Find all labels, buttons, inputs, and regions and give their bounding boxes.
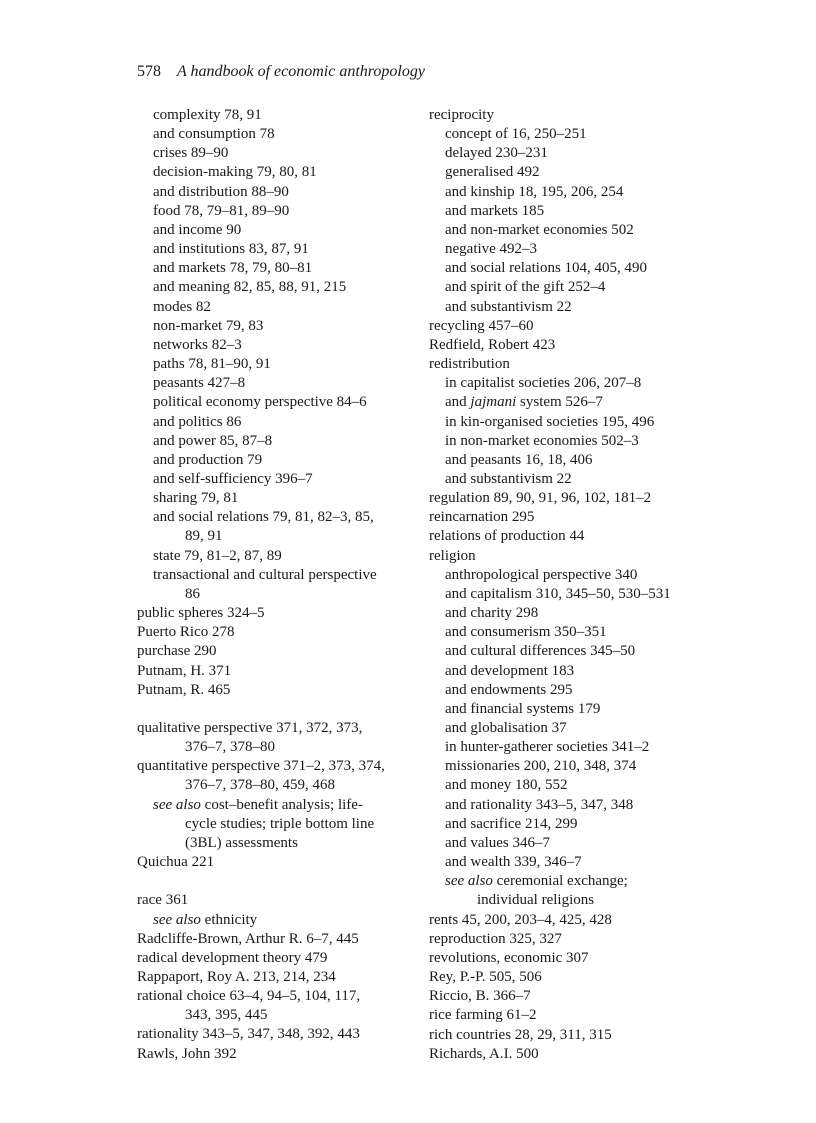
index-text: generalised 492: [445, 164, 540, 181]
index-text: and financial systems 179: [445, 700, 601, 717]
index-subentry: [137, 374, 422, 393]
index-subentry: [429, 776, 729, 795]
index-subentry: [137, 298, 422, 317]
index-subentry: [429, 183, 729, 202]
running-header: [137, 60, 425, 84]
index-text: and: [445, 394, 471, 411]
index-subentry: [429, 374, 729, 393]
index-subentry: [429, 853, 729, 872]
index-subentry: [429, 259, 729, 278]
index-text: regulation 89, 90, 91, 96, 102, 181–2: [429, 490, 652, 507]
index-subentry: [137, 355, 422, 374]
index-text: and charity 298: [445, 605, 539, 622]
index-text: sharing 79, 81: [153, 490, 239, 507]
index-text: rice farming 61–2: [429, 1007, 537, 1024]
index-entry-continuation: [137, 738, 422, 757]
index-text: reciprocity: [429, 107, 494, 123]
index-gap: [137, 872, 422, 891]
index-text: individual religions: [477, 892, 595, 909]
index-subentry: [137, 451, 422, 470]
index-column-left: [137, 106, 422, 1064]
index-entry: [137, 642, 422, 661]
index-entry: [429, 547, 729, 566]
index-entry: [137, 968, 422, 987]
index-text: modes 82: [153, 298, 211, 315]
index-text: ethnicity: [200, 911, 258, 928]
index-text: ceremonial exchange;: [492, 873, 628, 890]
index-text: and power 85, 87–8: [153, 432, 273, 449]
index-subentry: [429, 585, 729, 604]
index-text: and meaning 82, 85, 88, 91, 215: [153, 279, 347, 296]
index-subentry: [429, 623, 729, 642]
index-text: delayed 230–231: [445, 145, 548, 162]
index-text: race 361: [137, 892, 189, 909]
index-subentry: [429, 202, 729, 221]
index-subentry: [137, 432, 422, 451]
index-subentry: [429, 125, 729, 144]
index-text: quantitative perspective 371–2, 373, 374,: [137, 758, 385, 775]
index-text: (3BL) assessments: [185, 834, 298, 851]
index-subentry: [429, 278, 729, 297]
index-text: in kin-organised societies 195, 496: [445, 413, 655, 430]
index-entry: [429, 930, 729, 949]
index-subentry: [137, 393, 422, 412]
index-entry-continuation: [137, 585, 422, 604]
index-text: and markets 185: [445, 202, 545, 219]
index-subentry: [429, 757, 729, 776]
index-text: Puerto Rico 278: [137, 624, 235, 641]
index-text: Rawls, John 392: [137, 1045, 237, 1062]
index-text: public spheres 324–5: [137, 605, 265, 622]
index-text: food 78, 79–81, 89–90: [153, 202, 290, 219]
index-subentry: [137, 547, 422, 566]
index-text: complexity 78, 91: [153, 107, 262, 123]
index-text: in capitalist societies 206, 207–8: [445, 375, 642, 392]
index-text: and endowments 295: [445, 681, 573, 698]
index-subentry: [429, 163, 729, 182]
index-subentry: [137, 489, 422, 508]
index-entry: [137, 930, 422, 949]
index-text: 89, 91: [185, 528, 223, 545]
index-entry-continuation: [137, 527, 422, 546]
index-text: rationality 343–5, 347, 348, 392, 443: [137, 1026, 360, 1043]
index-subentry: [137, 202, 422, 221]
index-text: and income 90: [153, 221, 242, 238]
index-subentry: [429, 796, 729, 815]
index-subentry: [137, 508, 422, 527]
index-text: Richards, A.I. 500: [429, 1045, 539, 1062]
index-text: and money 180, 552: [445, 777, 568, 794]
index-text: in hunter-gatherer societies 341–2: [445, 739, 650, 756]
index-subentry: [137, 240, 422, 259]
index-text: and institutions 83, 87, 91: [153, 241, 309, 258]
index-subentry: [429, 393, 729, 412]
index-entry-continuation: [137, 1006, 422, 1025]
index-subentry: [429, 662, 729, 681]
index-text: and self-sufficiency 396–7: [153, 470, 313, 487]
index-text: rational choice 63–4, 94–5, 104, 117,: [137, 988, 361, 1005]
index-text: 376–7, 378–80: [185, 739, 275, 756]
index-text: recycling 457–60: [429, 317, 534, 334]
index-text: missionaries 200, 210, 348, 374: [445, 758, 637, 775]
index-text: Quichua 221: [137, 854, 215, 871]
index-subentry: [429, 604, 729, 623]
index-text: and politics 86: [153, 413, 242, 430]
index-text: Putnam, R. 465: [137, 681, 231, 698]
index-text: and sacrifice 214, 299: [445, 815, 578, 832]
index-subentry: [429, 642, 729, 661]
index-entry: [429, 987, 729, 1006]
cross-reference-label: see also: [445, 873, 493, 890]
index-subentry: [429, 144, 729, 163]
index-subentry: [137, 259, 422, 278]
index-entry: [429, 527, 729, 546]
index-entry: [429, 489, 729, 508]
index-subentry: [429, 470, 729, 489]
index-entry: [137, 623, 422, 642]
index-subentry: [429, 221, 729, 240]
index-text: and markets 78, 79, 80–81: [153, 260, 313, 277]
index-entry: [137, 1045, 422, 1064]
book-title: A handbook of economic anthropology: [177, 63, 425, 80]
index-entry-continuation: [137, 776, 422, 795]
index-text: cycle studies; triple bottom line: [185, 815, 375, 832]
index-subentry: [429, 681, 729, 700]
index-text: Rey, P.-P. 505, 506: [429, 969, 542, 986]
index-entry: [137, 987, 422, 1006]
index-text: non-market 79, 83: [153, 317, 264, 334]
index-text: and consumerism 350–351: [445, 624, 607, 641]
index-subentry: [137, 566, 422, 585]
index-text: transactional and cultural perspective: [153, 566, 377, 583]
index-text: and wealth 339, 346–7: [445, 854, 582, 871]
index-subentry: [429, 738, 729, 757]
index-text: networks 82–3: [153, 336, 242, 353]
index-text: system 526–7: [516, 394, 603, 411]
index-text: decision-making 79, 80, 81: [153, 164, 317, 181]
index-entry-continuation: [137, 834, 422, 853]
index-text: and consumption 78: [153, 126, 275, 143]
index-text: and production 79: [153, 451, 263, 468]
index-text: and distribution 88–90: [153, 183, 289, 200]
index-entry: [137, 662, 422, 681]
index-subentry: [429, 815, 729, 834]
index-gap: [137, 700, 422, 719]
index-entry: [137, 949, 422, 968]
index-subentry: [137, 317, 422, 336]
cross-reference-label: see also: [153, 911, 201, 928]
index-text: and cultural differences 345–50: [445, 643, 636, 660]
index-text: and values 346–7: [445, 834, 550, 851]
index-entry: [137, 853, 422, 872]
index-text: and capitalism 310, 345–50, 530–531: [445, 585, 671, 602]
index-text: reincarnation 295: [429, 509, 535, 526]
index-subentry: [137, 413, 422, 432]
index-entry: [429, 949, 729, 968]
index-subentry: [137, 183, 422, 202]
cross-reference-label: jajmani: [470, 394, 517, 411]
index-subentry: [429, 240, 729, 259]
index-text: Radcliffe-Brown, Arthur R. 6–7, 445: [137, 930, 359, 947]
index-entry: [429, 317, 729, 336]
index-text: 343, 395, 445: [185, 1007, 268, 1024]
index-subentry: [137, 470, 422, 489]
index-text: political economy perspective 84–6: [153, 394, 367, 411]
index-text: redistribution: [429, 356, 510, 373]
index-subentry: [429, 432, 729, 451]
index-text: Riccio, B. 366–7: [429, 988, 531, 1005]
index-text: paths 78, 81–90, 91: [153, 356, 271, 373]
index-text: rich countries 28, 29, 311, 315: [429, 1026, 612, 1043]
index-subentry: [429, 298, 729, 317]
index-entry: [137, 681, 422, 700]
index-text: Putnam, H. 371: [137, 662, 232, 679]
index-entry: [429, 968, 729, 987]
index-text: and development 183: [445, 662, 575, 679]
index-text: and rationality 343–5, 347, 348: [445, 796, 634, 813]
index-subentry: [137, 144, 422, 163]
index-text: and substantivism 22: [445, 470, 572, 487]
index-text: revolutions, economic 307: [429, 949, 589, 966]
index-entry-continuation: [137, 815, 422, 834]
index-text: and kinship 18, 195, 206, 254: [445, 183, 624, 200]
index-subentry: [137, 125, 422, 144]
index-text: cost–benefit analysis; life-: [200, 796, 363, 813]
index-subentry: [137, 163, 422, 182]
index-subentry: [429, 834, 729, 853]
index-text: negative 492–3: [445, 241, 538, 258]
index-text: state 79, 81–2, 87, 89: [153, 547, 282, 564]
index-entry: [429, 355, 729, 374]
index-subentry: [137, 911, 422, 930]
index-entry: [429, 1026, 729, 1045]
index-subentry: [137, 278, 422, 297]
index-text: and social relations 104, 405, 490: [445, 260, 648, 277]
index-entry: [429, 336, 729, 355]
index-text: purchase 290: [137, 643, 217, 660]
index-text: religion: [429, 547, 476, 564]
index-subentry: [429, 700, 729, 719]
index-entry: [429, 1045, 729, 1064]
index-text: and globalisation 37: [445, 720, 567, 736]
index-text: 86: [185, 585, 200, 602]
index-text: anthropological perspective 340: [445, 566, 638, 583]
cross-reference-label: see also: [153, 796, 201, 813]
page-number: 578: [137, 63, 161, 80]
index-text: and substantivism 22: [445, 298, 572, 315]
index-entry: [137, 719, 422, 738]
index-subentry: [137, 221, 422, 240]
index-subentry: [429, 413, 729, 432]
index-text: rents 45, 200, 203–4, 425, 428: [429, 911, 612, 928]
index-subentry: [137, 106, 422, 125]
index-entry: [429, 1006, 729, 1025]
index-text: concept of 16, 250–251: [445, 126, 587, 143]
index-text: in non-market economies 502–3: [445, 432, 639, 449]
index-subentry: [429, 872, 729, 891]
index-entry: [429, 911, 729, 930]
index-text: Redfield, Robert 423: [429, 336, 556, 353]
index-entry-continuation: [429, 891, 729, 910]
index-text: relations of production 44: [429, 528, 585, 545]
index-text: and peasants 16, 18, 406: [445, 451, 593, 468]
index-text: crises 89–90: [153, 145, 229, 162]
index-subentry: [429, 451, 729, 470]
index-text: qualitative perspective 371, 372, 373,: [137, 719, 363, 736]
index-subentry: [137, 336, 422, 355]
index-entry: [137, 757, 422, 776]
index-text: reproduction 325, 327: [429, 930, 562, 947]
index-text: and spirit of the gift 252–4: [445, 279, 606, 296]
index-entry: [429, 106, 729, 125]
index-entry: [137, 891, 422, 910]
index-text: and non-market economies 502: [445, 221, 634, 238]
index-entry: [137, 604, 422, 623]
index-text: and social relations 79, 81, 82–3, 85,: [153, 509, 374, 526]
index-column-right: [429, 106, 729, 1064]
index-entry: [137, 1025, 422, 1044]
index-text: Rappaport, Roy A. 213, 214, 234: [137, 969, 336, 985]
index-text: 376–7, 378–80, 459, 468: [185, 777, 335, 794]
index-text: peasants 427–8: [153, 375, 246, 392]
index-text: radical development theory 479: [137, 949, 328, 966]
index-subentry: [429, 566, 729, 585]
index-subentry: [429, 719, 729, 738]
index-subentry: [137, 796, 422, 815]
index-entry: [429, 508, 729, 527]
